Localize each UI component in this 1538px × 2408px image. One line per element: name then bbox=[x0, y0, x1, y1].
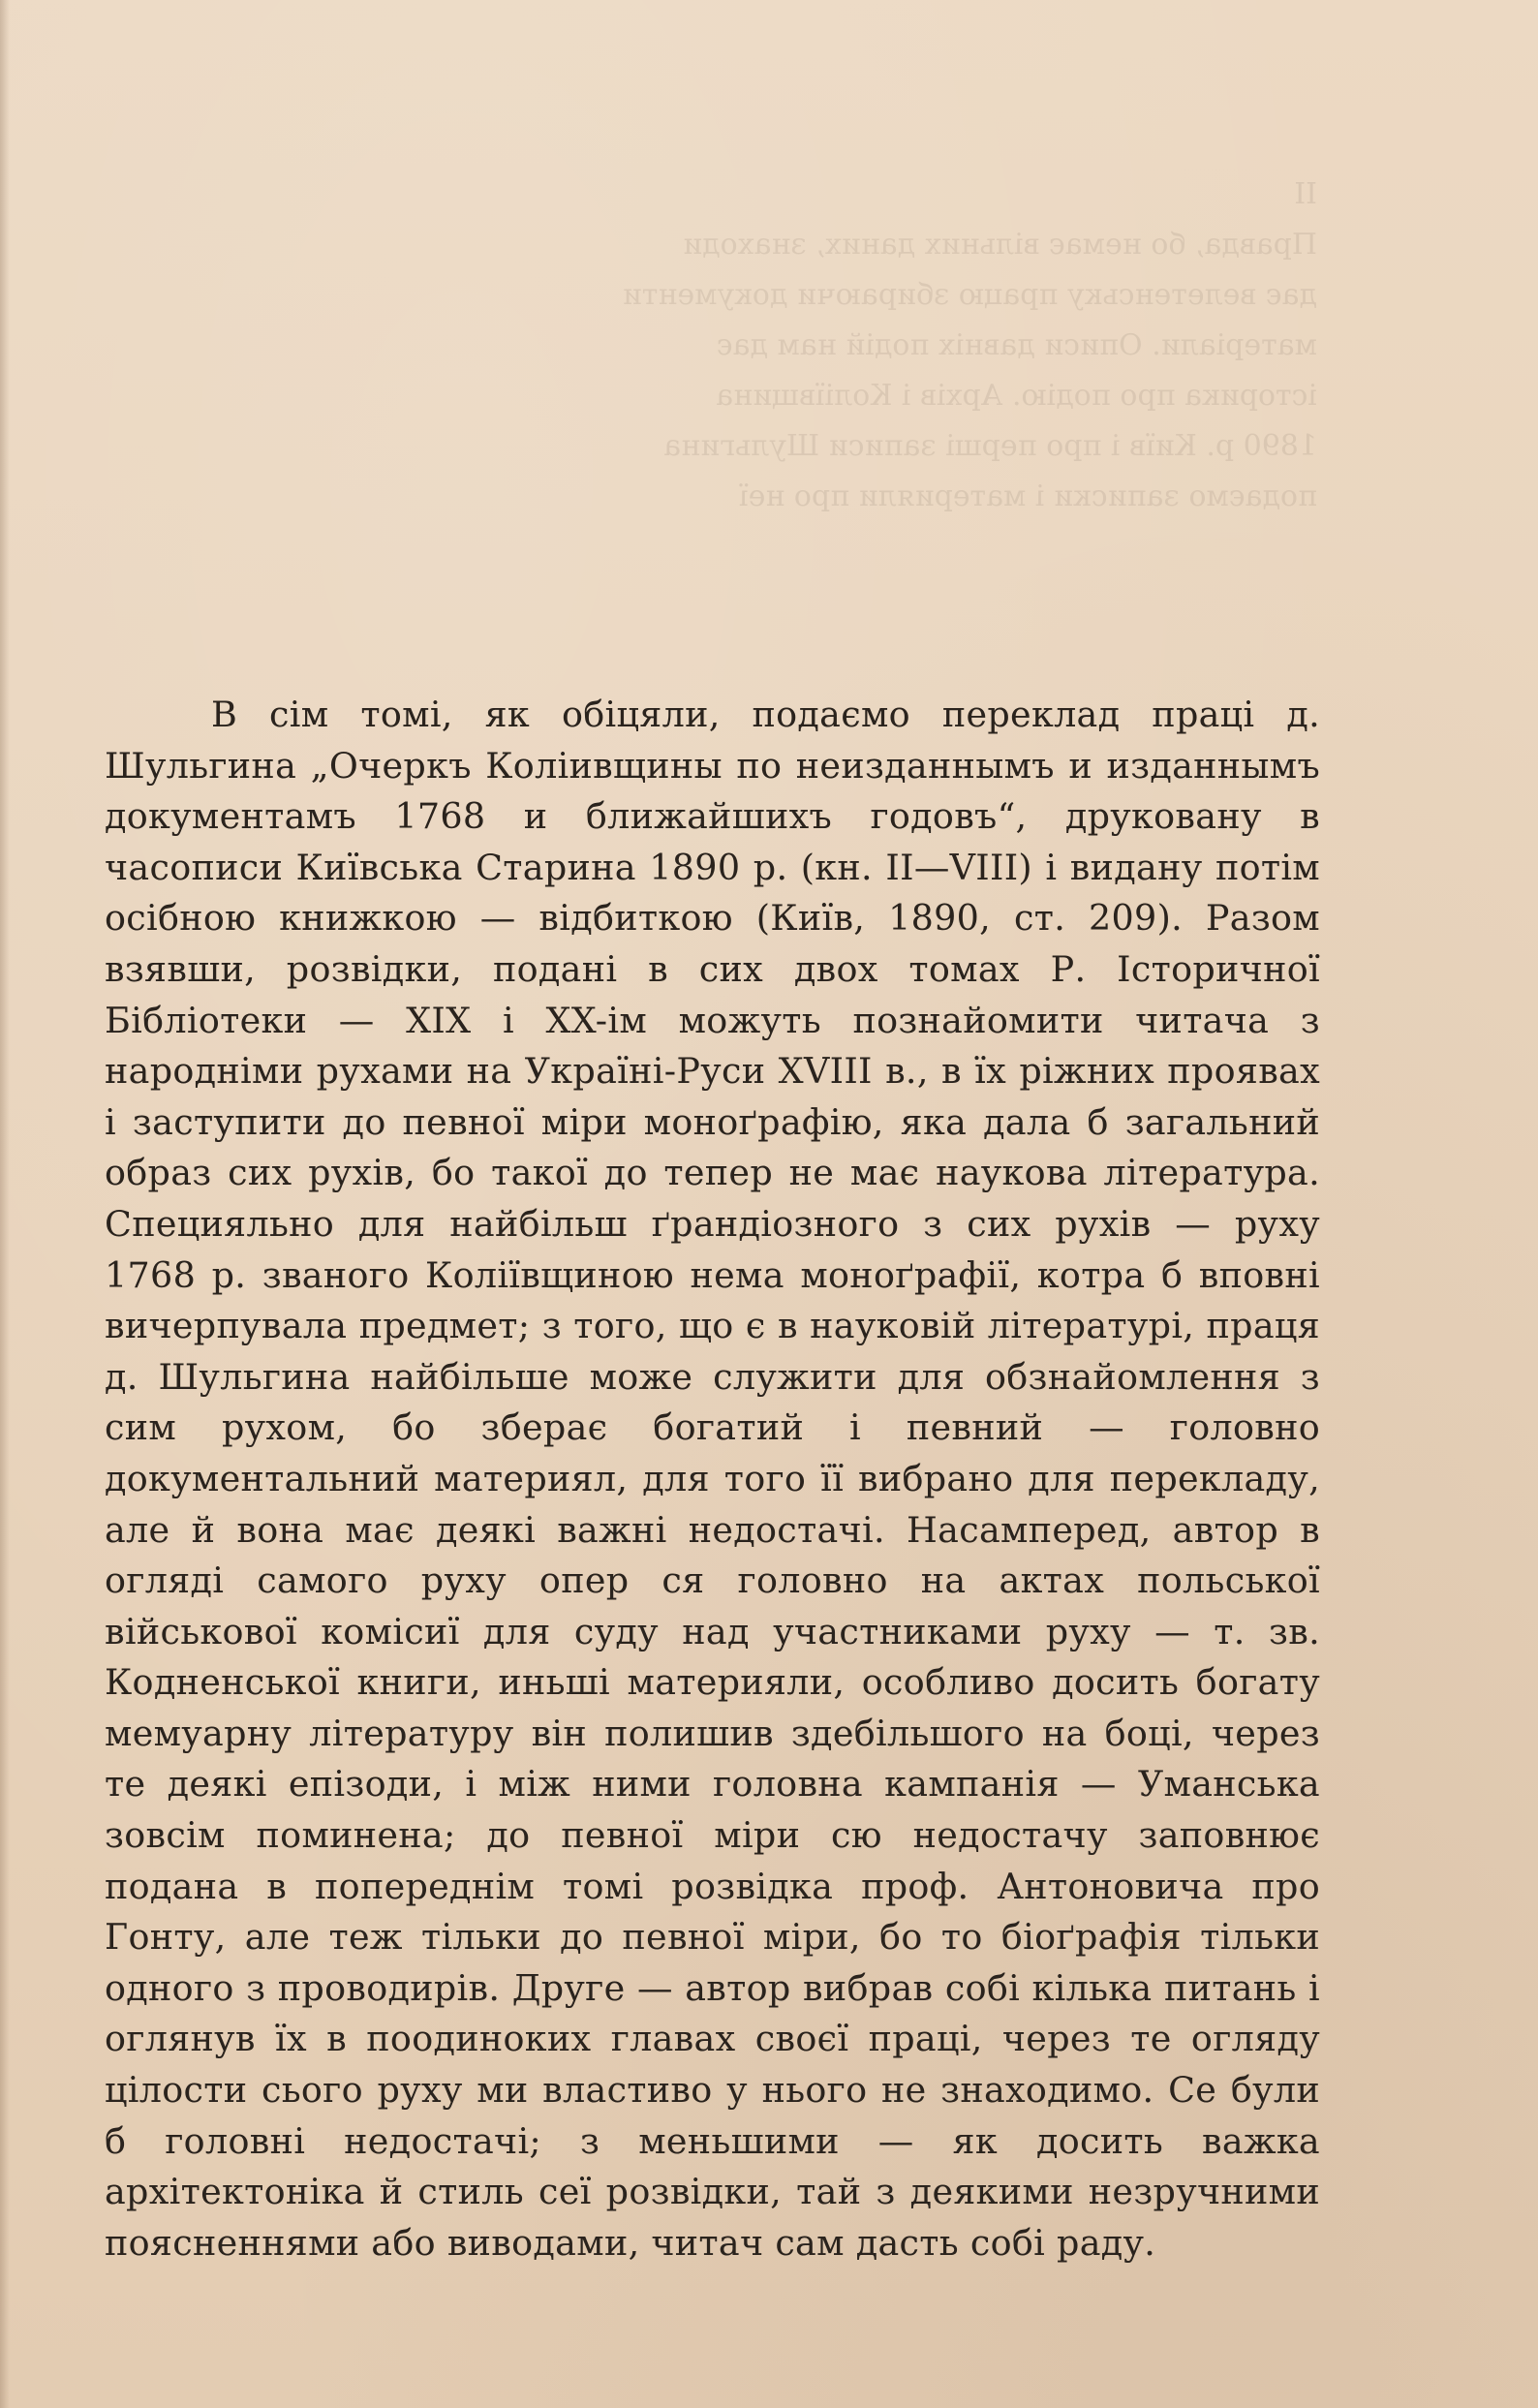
show-through-text: II Правда, бо немає вільних даних, знаходи дає велетенську працю збираючи документи матеріали. Описи давніх подій нам дає історика про подію. Архів і Коліївщина 1890 р. Київ і про перші записи Шульгина подаємо записки і материяли про неї bbox=[622, 177, 1317, 513]
preface-paragraph: В сім томі, як обіцяли, подаємо переклад праці д. Шульгина „Очеркъ Коліивщины по неизданнымъ и изданнымъ документамъ 1768 и ближайшихъ годовъ“, друковану в часописи Київська Старина 1890 р. (кн. II—VIII) і видану потім осібною книжкою — відбиткою (Київ, 1890, ст. 209). Разом взявши, розвідки, подані в сих двох томах Р. Історичної Бібліотеки — XIX і XX-ім можуть познайомити читача з народніми рухами на Україні-Руси XVIII в., в їх ріжних проявах і заступити до певної міри моноґрафію, яка дала б загальний образ сих рухів, бо такої до тепер не має наукова література. Специяльно для найбільш ґрандіозного з сих рухів — руху 1768 р. званого Коліївщиною нема моноґрафії, котра б вповні вичерпувала предмет; з того, що є в науковій літературі, праця д. Шульгина найбільше може служити для обзнайомлення з сим рухом, бо зберає богатий і певний — головно документальний материял, для того її вибрано для перекладу, але й вона має деякі важні недостачі. Насамперед, автор в огляді самого руху опер ся головно на актах польської військової комісиї для суду над участниками руху — т. зв. Кодненської книги, иньші материяли, особливо досить богату мемуарну літературу він полишив здебільшого на боці, через те деякі епізоди, і між ними головна кампанія — Уманська зовсім поминена; до певної міри сю недостачу заповнює подана в попереднім томі розвідка проф. Антоновича про Гонту, але теж тільки до певної міри, бо то біоґрафія тільки одного з проводирів. Друге — автор вибрав собі кілька питань і оглянув їх в поодиноких главах своєї праці, через те огляду цілости сього руху ми властиво у нього не знаходимо. Се були б головні недостачі; з меньшими — як досить важка архітектоніка й стиль сеї розвідки, тай з деякими незручними поясненнями або виводами, читач сам дасть собі раду. bbox=[105, 694, 1320, 2264]
page-edge-shadow bbox=[0, 0, 10, 2408]
main-text-block bbox=[105, 690, 1320, 2269]
